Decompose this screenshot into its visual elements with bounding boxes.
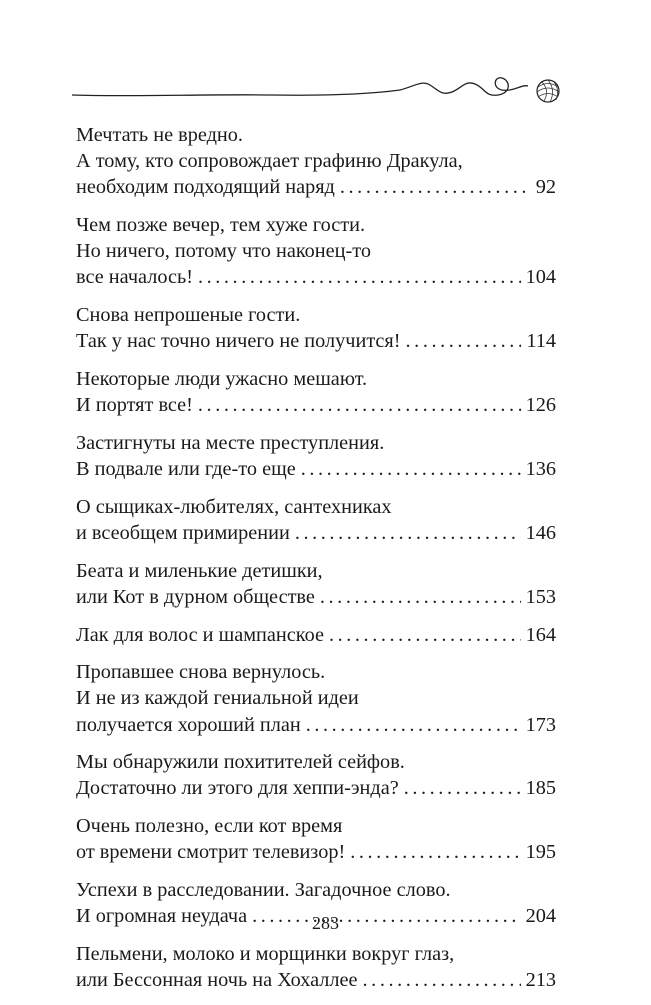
- toc-entry-title-line: или Кот в дурном обществе: [76, 585, 315, 608]
- toc-entry-line: Успехи в расследовании. Загадочное слово.: [76, 879, 451, 901]
- toc-page-number: 153: [525, 585, 556, 608]
- toc-entry-title-line: или Бессонная ночь на Хохаллее: [76, 969, 358, 992]
- toc-entry-line-with-page: [76, 174, 556, 200]
- toc-entry-line-with-page: [76, 967, 556, 993]
- toc-page-number: 114: [526, 330, 556, 353]
- dot-leader: [198, 392, 521, 418]
- toc-entry-line: Мы обнаружили похитителей сейфов.: [76, 751, 405, 774]
- toc-entry: [76, 494, 556, 546]
- toc-page-number: 92: [535, 176, 556, 199]
- toc-entry-line: Очень полезно, если кот время: [76, 815, 343, 838]
- toc-entry-line-with-page: [76, 520, 556, 546]
- toc-page-number: 136: [525, 458, 556, 481]
- table-of-contents: [76, 122, 556, 1005]
- toc-entry-line: А тому, кто сопровождает графиню Дракула,: [76, 150, 463, 173]
- toc-page-number: 213: [525, 969, 556, 992]
- toc-entry: [76, 430, 556, 482]
- toc-entry-title-line: Достаточно ли этого для хеппи-энда?: [76, 777, 399, 800]
- dot-leader: [306, 712, 521, 738]
- dot-leader: [301, 456, 521, 482]
- dot-leader: [320, 584, 521, 610]
- toc-entry-title-line: Лак для волос и шампанское: [76, 623, 324, 646]
- toc-entry: [76, 302, 556, 354]
- toc-entry-title-line: И огромная неудача: [76, 905, 248, 928]
- dot-leader: [295, 520, 521, 546]
- toc-entry-title-line: Так у нас точно ничего не получится!: [76, 330, 401, 353]
- toc-entry-line-with-page: [76, 775, 556, 801]
- toc-entry-line: Мечтать не вредно.: [76, 124, 243, 146]
- toc-entry-line: И не из каждой гениальной идеи: [76, 687, 359, 710]
- toc-entry-line: Но ничего, потому что наконец-то: [76, 240, 372, 263]
- toc-entry: [76, 749, 556, 801]
- toc-page-number: 204: [525, 905, 556, 928]
- toc-entry-line-with-page: [76, 839, 556, 865]
- toc-entry: [76, 558, 556, 610]
- toc-entry-line-with-page: [76, 584, 556, 610]
- dot-leader: [406, 328, 522, 354]
- toc-entry-line: Пропавшее снова вернулось.: [76, 661, 326, 684]
- dot-leader: [198, 264, 521, 290]
- dot-leader: [363, 967, 521, 993]
- toc-entry-line: Застигнуты на месте преступления.: [76, 431, 385, 454]
- toc-entry-line-with-page: [76, 712, 556, 738]
- toc-entry: [76, 813, 556, 865]
- toc-entry-line: О сыщиках-любителях, сантехниках: [76, 495, 392, 518]
- toc-entry-title-line: необходим подходящий наряд: [76, 176, 335, 199]
- toc-entry-line-with-page: [76, 328, 556, 354]
- toc-entry-title-line: В подвале или где-то еще: [76, 458, 296, 481]
- toc-page-number: 164: [525, 623, 556, 646]
- toc-entry-line-with-page: [76, 264, 556, 290]
- decorative-yarn-ornament: [70, 70, 580, 110]
- toc-page-number: 146: [525, 521, 556, 544]
- page-number: 283: [312, 913, 339, 933]
- dot-leader: [340, 174, 531, 200]
- toc-entry-title-line: И портят все!: [76, 394, 193, 417]
- yarn-ball-icon: [537, 80, 559, 102]
- toc-page-number: 185: [525, 777, 556, 800]
- toc-entry: [76, 212, 556, 291]
- toc-page-number: 173: [525, 713, 556, 736]
- yarn-thread: [72, 78, 528, 96]
- toc-entry-title-line: все началось!: [76, 266, 193, 289]
- toc-entry-line-with-page: [76, 392, 556, 418]
- toc-entry: [76, 366, 556, 418]
- toc-entry-line: Беата и миленькие детишки,: [76, 559, 323, 582]
- dot-leader: [350, 839, 520, 865]
- toc-entry-title-line: получается хороший план: [76, 713, 301, 736]
- toc-entry: [76, 659, 556, 738]
- toc-entry-line: Чем позже вечер, тем хуже гости.: [76, 214, 366, 237]
- toc-entry-line: Пельмени, молоко и морщинки вокруг глаз,: [76, 942, 455, 965]
- toc-page-number: 195: [525, 841, 556, 864]
- dot-leader: [329, 622, 521, 648]
- toc-entry: [76, 941, 556, 993]
- toc-entry-line: Некоторые люди ужасно мешают.: [76, 368, 368, 390]
- toc-page-number: 104: [525, 266, 556, 289]
- toc-entry-line-with-page: [76, 456, 556, 482]
- toc-entry-title-line: и всеобщем примирении: [76, 521, 290, 544]
- toc-entry: [76, 622, 556, 648]
- toc-entry-line-with-page: [76, 622, 556, 648]
- toc-entry-line: Снова непрошеные гости.: [76, 304, 301, 327]
- toc-entry: [76, 122, 556, 201]
- toc-page-number: 126: [525, 394, 556, 417]
- toc-entry-title-line: от времени смотрит телевизор!: [76, 841, 346, 864]
- dot-leader: [404, 775, 521, 801]
